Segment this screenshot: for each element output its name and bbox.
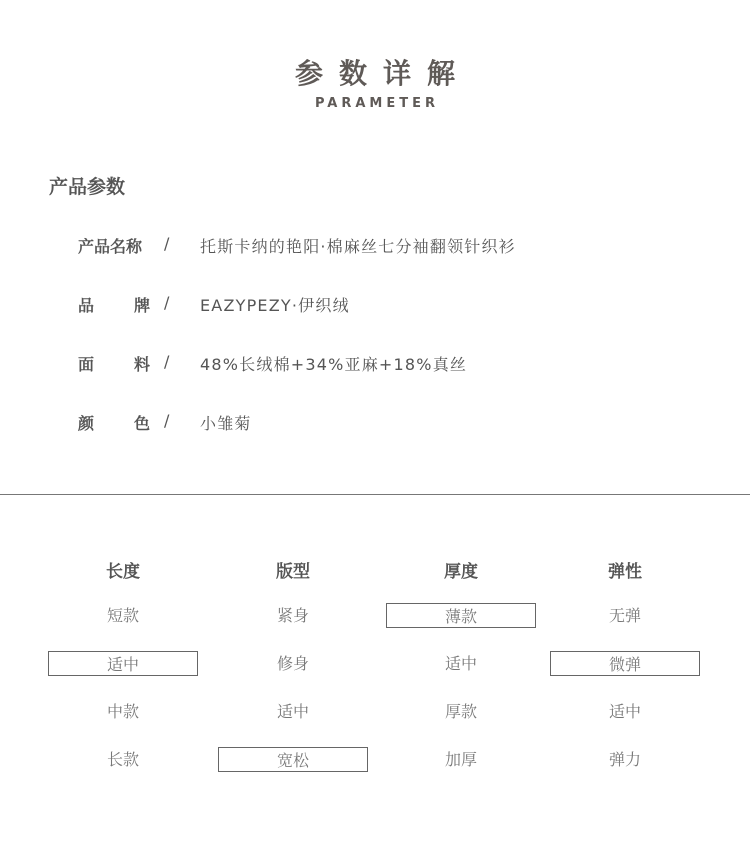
attribute-option-selected: 薄款 [386, 603, 536, 628]
param-label [78, 411, 150, 434]
attribute-option: 适中 [276, 702, 309, 721]
param-separator: / [164, 411, 170, 430]
attribute-option: 紧身 [276, 606, 309, 625]
attribute-option-selected: 微弹 [550, 651, 700, 676]
attribute-option: 短款 [106, 606, 139, 625]
attribute-option-selected: 适中 [48, 651, 198, 676]
param-label-text: 颜 [78, 414, 95, 433]
column-header-length: 长度 [106, 562, 140, 582]
section-divider [0, 494, 750, 495]
param-separator: / [164, 293, 170, 312]
param-label [78, 352, 150, 375]
param-separator: / [164, 234, 170, 253]
param-label-text: 色 [133, 414, 150, 433]
param-separator: / [164, 352, 170, 371]
attribute-option: 弹力 [608, 750, 641, 769]
column-header-elasticity: 弹性 [608, 562, 642, 582]
param-row-name [78, 234, 678, 258]
param-row-color [78, 411, 678, 435]
attribute-option: 适中 [444, 654, 477, 673]
column-header-thickness: 厚度 [444, 562, 478, 582]
attribute-option: 适中 [608, 702, 641, 721]
attribute-option: 中款 [106, 702, 139, 721]
param-value: EAZYPEZY·伊织绒 [200, 296, 350, 315]
param-value: 48%长绒棉+34%亚麻+18%真丝 [200, 355, 468, 374]
param-label-text: 品 [78, 296, 95, 315]
param-label-text: 面 [78, 355, 95, 374]
param-label [78, 293, 150, 316]
attribute-option: 长款 [106, 750, 139, 769]
attribute-option: 修身 [276, 654, 309, 673]
param-value: 小雏菊 [200, 414, 252, 433]
param-row-brand [78, 293, 678, 317]
param-row-fabric [78, 352, 678, 376]
param-label [78, 234, 150, 257]
attribute-option: 无弹 [608, 606, 641, 625]
attribute-option-selected: 宽松 [218, 747, 368, 772]
column-header-fit: 版型 [276, 562, 310, 582]
param-label-text: 料 [133, 355, 150, 374]
param-label-text: 产品名称 [78, 237, 143, 256]
param-value: 托斯卡纳的艳阳·棉麻丝七分袖翻领针织衫 [200, 237, 516, 256]
page-title: 参数详解 [294, 57, 471, 90]
page-subtitle: PARAMETER [314, 96, 440, 111]
attribute-option: 加厚 [444, 750, 477, 769]
attribute-option: 厚款 [444, 702, 477, 721]
param-label-text: 牌 [133, 296, 150, 315]
section-heading-product-params: 产品参数 [49, 176, 126, 198]
